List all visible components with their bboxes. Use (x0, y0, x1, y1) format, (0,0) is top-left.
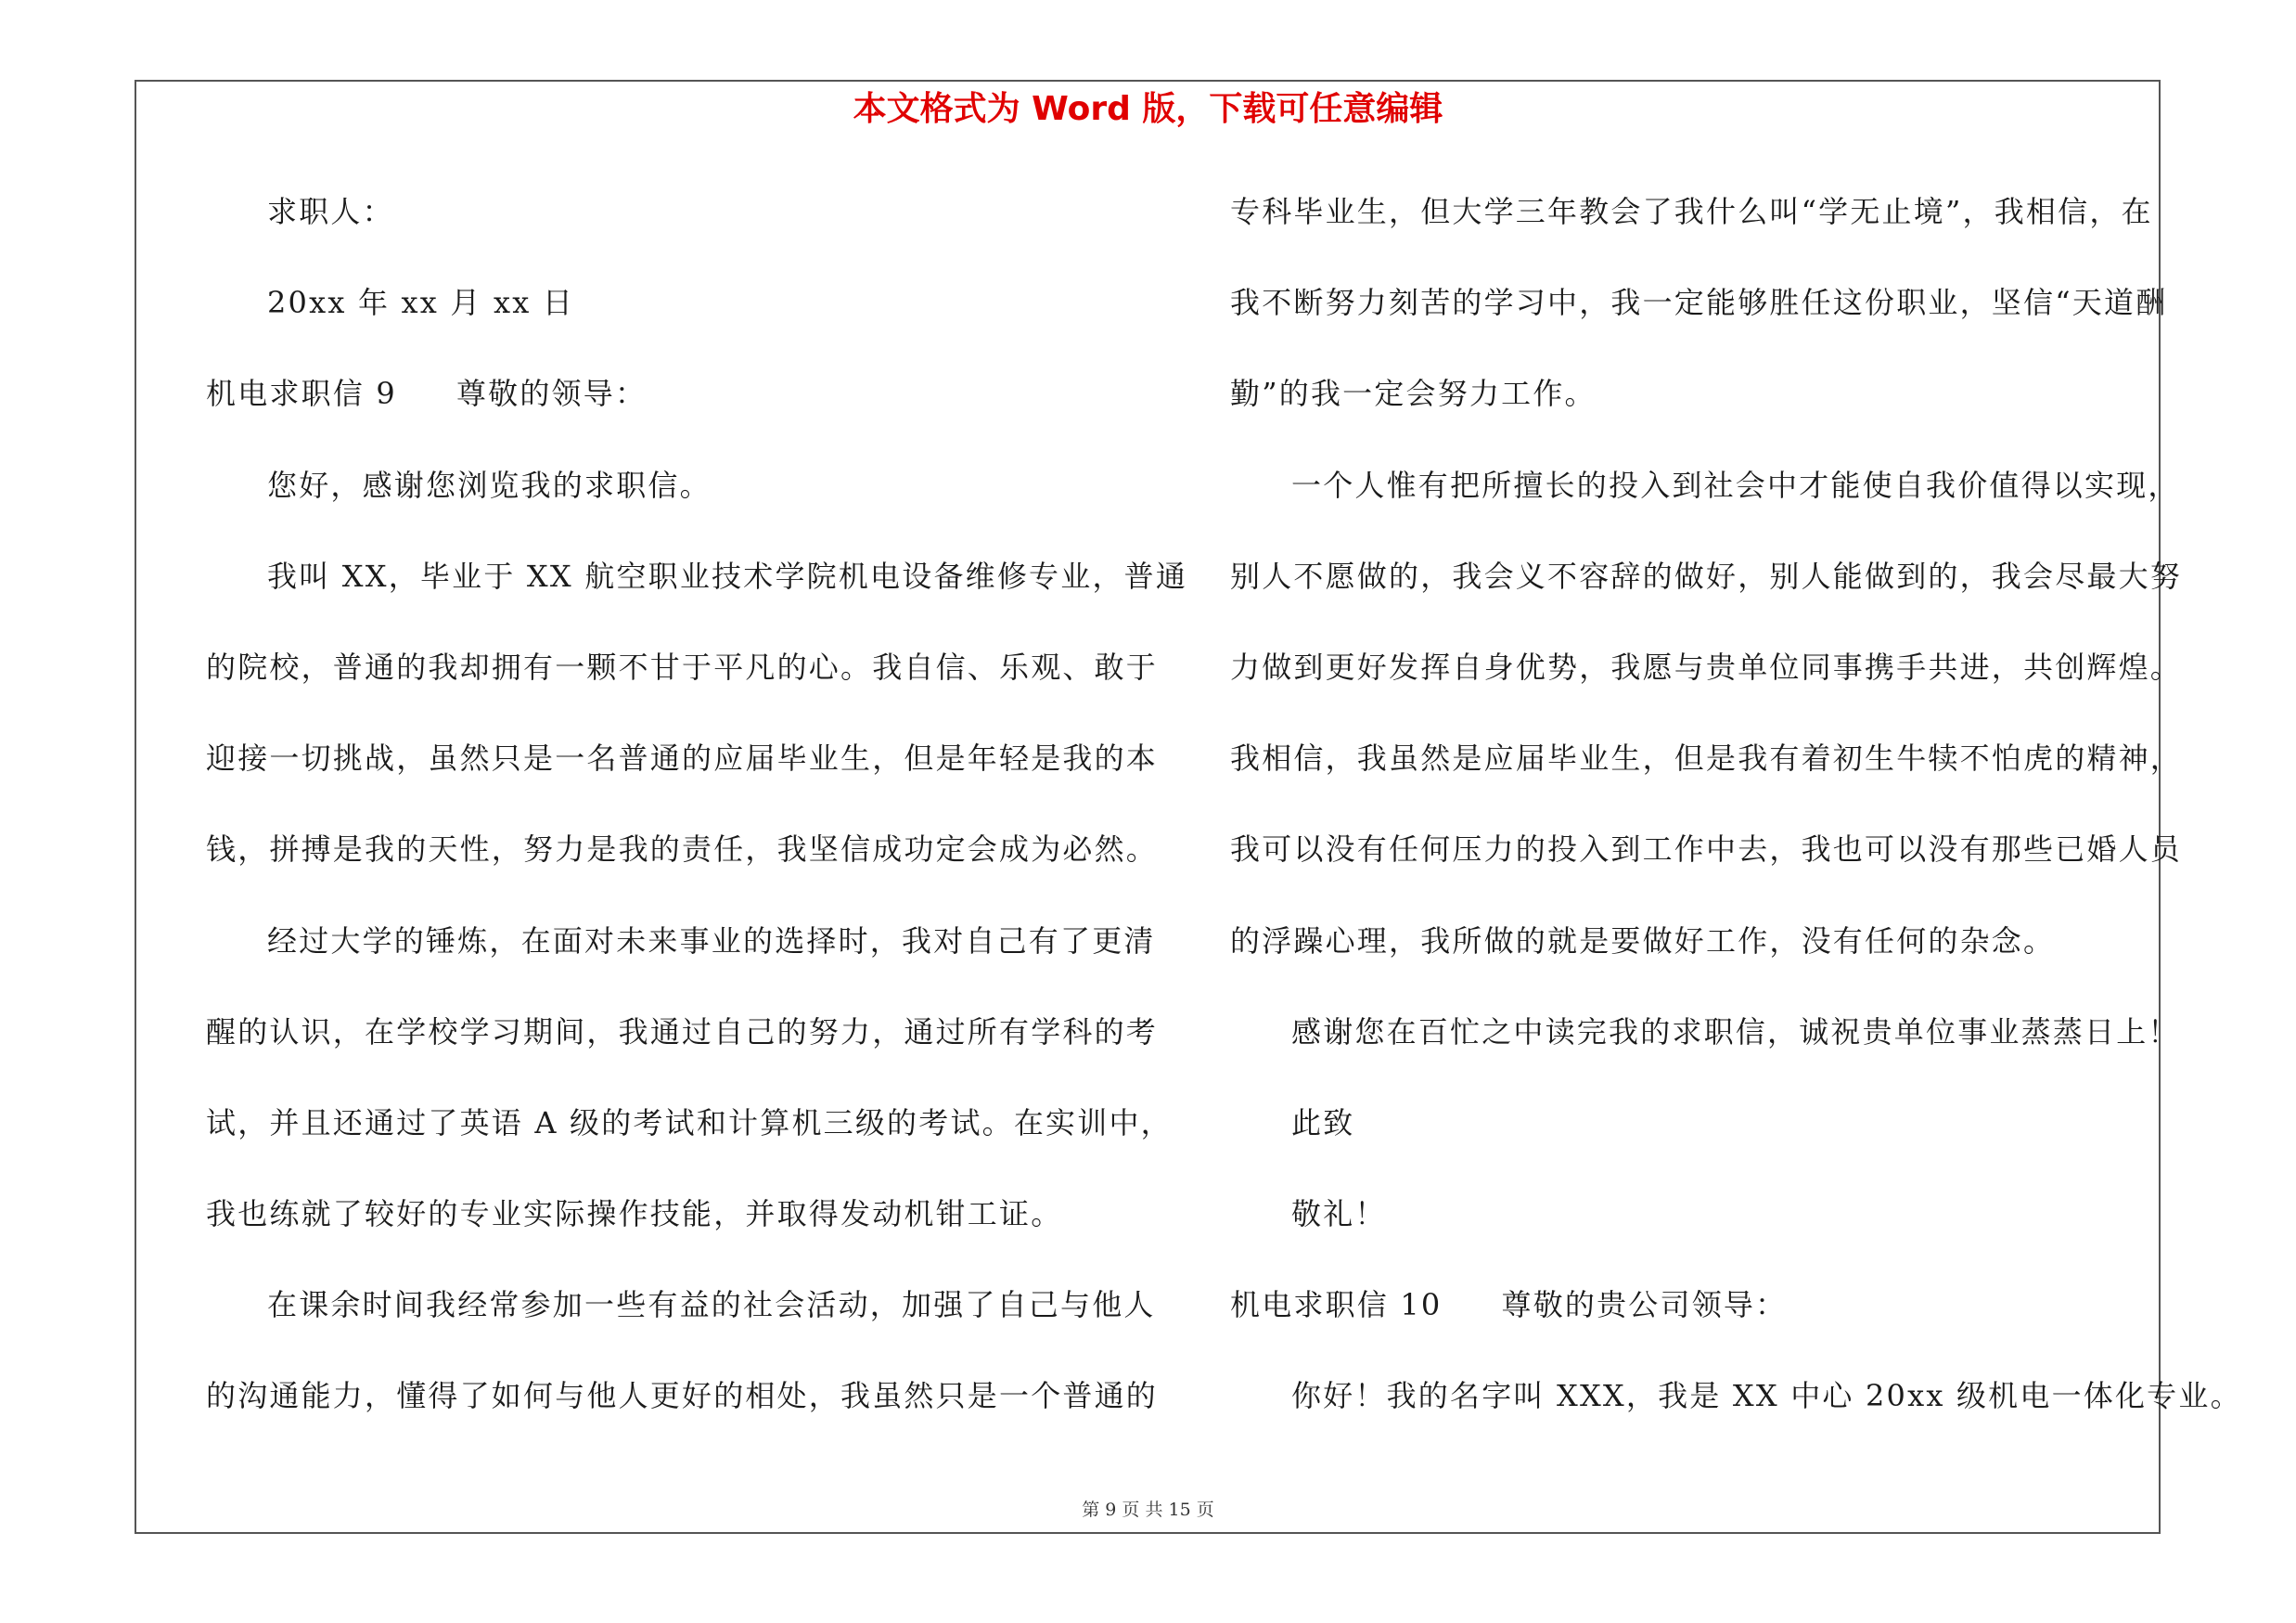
paragraph-line: 的沟通能力，懂得了如何与他人更好的相处，我虽然只是一个普通的 (206, 1378, 1159, 1414)
date-line: 20xx 年 xx 月 xx 日 (267, 285, 575, 321)
paragraph-line: 的院校，普通的我却拥有一颗不甘于平凡的心。我自信、乐观、敢于 (206, 649, 1159, 685)
left-column (206, 186, 1188, 1462)
letter-title-10: 机电求职信 10 (1230, 1287, 1443, 1323)
paragraph-line: 我相信，我虽然是应届毕业生，但是我有着初生牛犊不怕虎的精神， (1230, 741, 2183, 777)
paragraph-line: 您好，感谢您浏览我的求职信。 (267, 467, 712, 503)
letter-heading-10 (1230, 1279, 2176, 1370)
paragraph-line: 力做到更好发挥自身优势，我愿与贵单位同事携手共进，共创辉煌。 (1230, 649, 2183, 685)
paragraph-line: 醒的认识，在学校学习期间，我通过自己的努力，通过所有学科的考 (206, 1013, 1159, 1050)
salutation-10: 尊敬的贵公司领导： (1501, 1287, 1788, 1323)
paragraph-line: 你好！我的名字叫 XXX，我是 XX 中心 20xx 级机电一体化专业。 (1291, 1378, 2242, 1414)
letter-title-9: 机电求职信 9 (206, 376, 397, 412)
closing-line: 此致 (1291, 1104, 1355, 1140)
page-number-footer: 第 9 页 共 15 页 (1082, 1500, 1214, 1520)
paragraph-line: 我叫 XX，毕业于 XX 航空职业技术学院机电设备维修专业，普通 (267, 558, 1188, 594)
paragraph-line: 迎接一切挑战，虽然只是一名普通的应届毕业生，但是年轻是我的本 (206, 741, 1159, 777)
paragraph-line: 我不断努力刻苦的学习中，我一定能够胜任这份职业，坚信“天道酬 (1230, 285, 2168, 321)
paragraph-line: 在课余时间我经常参加一些有益的社会活动，加强了自己与他人 (267, 1287, 1156, 1323)
paragraph-line: 感谢您在百忙之中读完我的求职信，诚祝贵单位事业蒸蒸日上！ (1291, 1013, 2180, 1050)
paragraph-line: 专科毕业生，但大学三年教会了我什么叫“学无止境”，我相信，在 (1230, 194, 2153, 229)
paragraph-line: 试，并且还通过了英语 A 级的考试和计算机三级的考试。在实训中， (206, 1104, 1173, 1140)
salutation-9: 尊敬的领导： (455, 376, 648, 412)
paragraph-line: 我可以没有任何压力的投入到工作中去，我也可以没有那些已婚人员 (1230, 831, 2183, 868)
word-format-banner: 本文格式为 Word 版，下载可任意编辑 (853, 90, 1443, 128)
paragraph-line: 的浮躁心理，我所做的就是要做好工作，没有任何的杂念。 (1230, 922, 2056, 959)
paragraph-line: 我也练就了较好的专业实际操作技能，并取得发动机钳工证。 (206, 1196, 1063, 1232)
paragraph-line: 一个人惟有把所擅长的投入到社会中才能使自我价值得以实现， (1291, 467, 2180, 503)
paragraph-line: 别人不愿做的，我会义不容辞的做好，别人能做到的，我会尽最大努 (1230, 558, 2183, 594)
paragraph-line: 勤”的我一定会努力工作。 (1230, 376, 1597, 412)
letter-heading-9 (206, 367, 1171, 458)
closing-line: 敬礼！ (1291, 1196, 1387, 1232)
paragraph-line: 经过大学的锤炼，在面对未来事业的选择时，我对自己有了更清 (267, 922, 1156, 959)
applicant-line: 求职人： (267, 194, 394, 229)
right-column (1230, 186, 2242, 1462)
paragraph-line: 钱，拼搏是我的天性，努力是我的责任，我坚信成功定会成为必然。 (206, 831, 1159, 868)
